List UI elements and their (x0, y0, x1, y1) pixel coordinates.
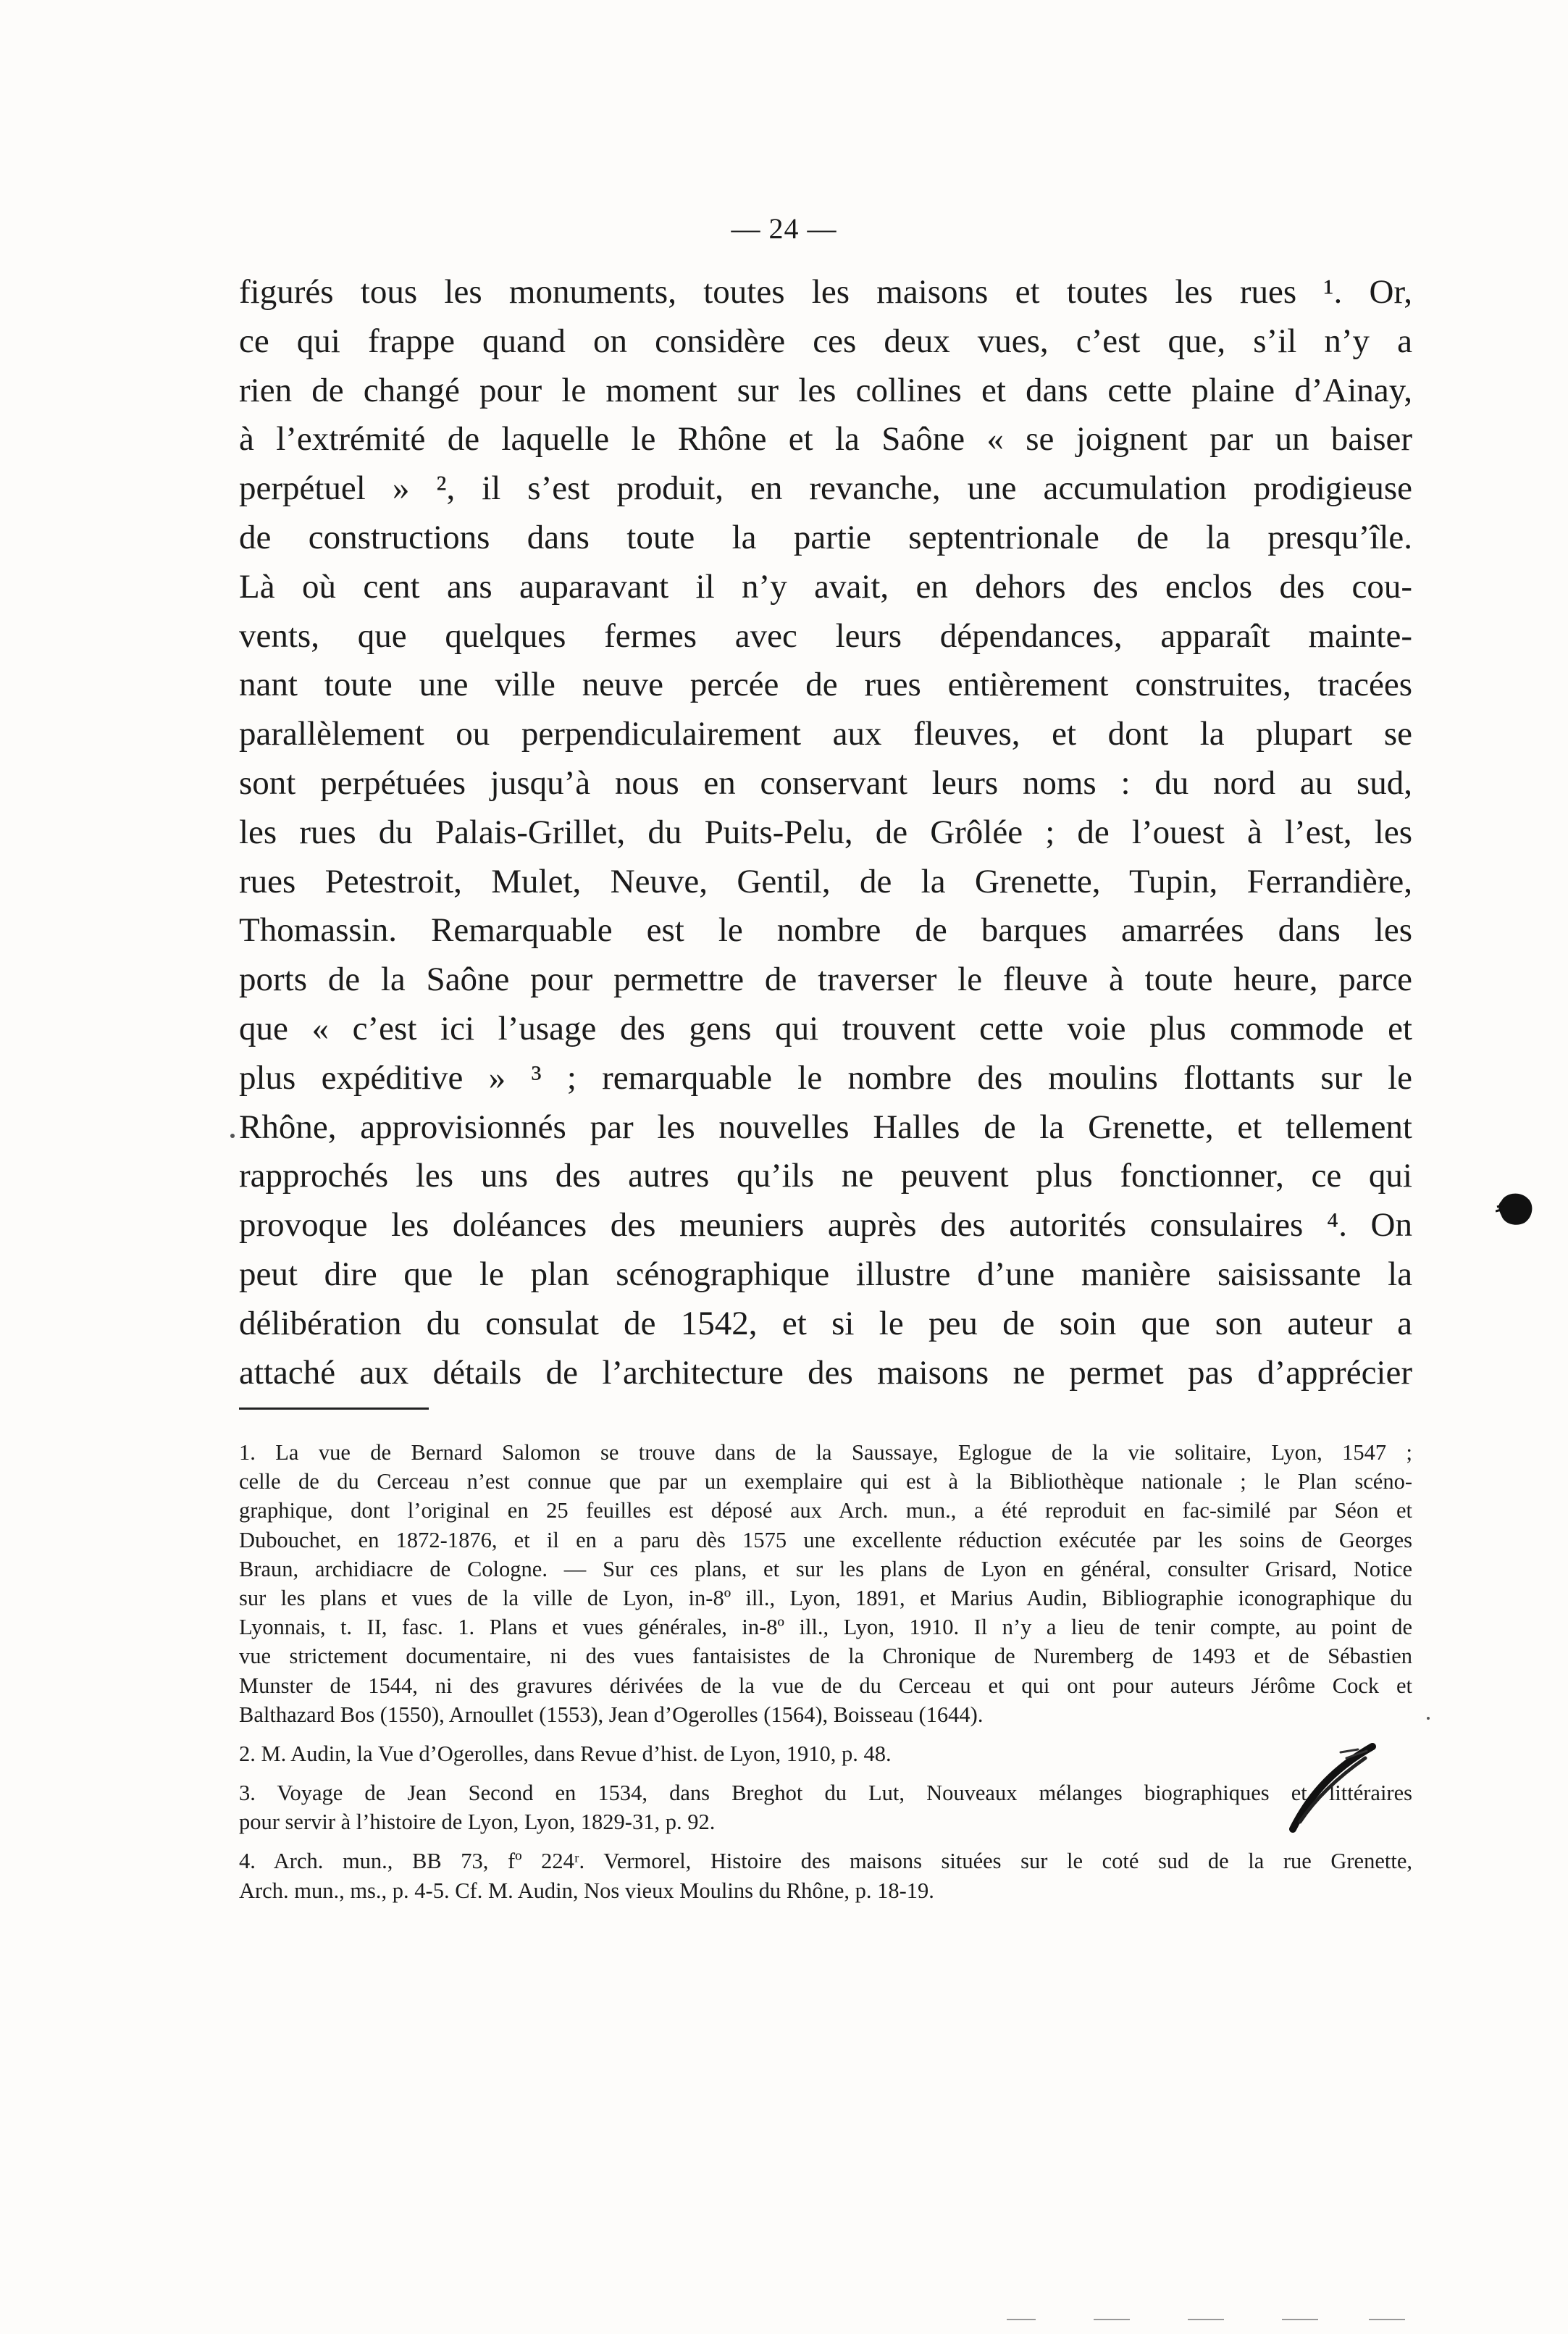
footnote-line: 3. Voyage de Jean Second en 1534, dans Breghot du Lut, Nouveaux mélanges biographiques et littéraires (239, 1781, 1412, 1806)
body-line: peut dire que le plan scénographique illustre d’une manière saisissante la (239, 1255, 1412, 1293)
bottom-edge-marks (1007, 2317, 1412, 2322)
footnote-2 (239, 1739, 1412, 1768)
body-line: ce qui frappe quand on considère ces deux vues, c’est que, s’il n’y a (239, 322, 1412, 360)
body-line: figurés tous les monuments, toutes les maisons et toutes les rues ¹. Or, (239, 273, 1412, 311)
body-line: délibération du consulat de 1542, et si le peu de soin que son auteur a (239, 1304, 1412, 1342)
footnote-separator (239, 1407, 429, 1410)
footnote-line: vue strictement documentaire, ni des vues fantaisistes de la Chronique de Nuremberg de 1493 et de Sébastien (239, 1644, 1412, 1669)
ink-blot-mark (1496, 1188, 1536, 1229)
body-line: rapprochés les uns des autres qu’ils ne peuvent plus fonctionner, ce qui (239, 1157, 1412, 1195)
footnote-1 (239, 1438, 1412, 1729)
body-line: rues Petestroit, Mulet, Neuve, Gentil, de la Grenette, Tupin, Ferrandière, (239, 862, 1412, 900)
body-line: provoque les doléances des meuniers auprès des autorités consulaires ⁴. On (239, 1206, 1412, 1245)
footnote-line: Lyonnais, t. II, fasc. 1. Plans et vues générales, in-8º ill., Lyon, 1910. Il n’y a lieu de tenir compte, au point de (239, 1615, 1412, 1640)
footnote-line: pour servir à l’histoire de Lyon, Lyon, 1829-31, p. 92. (239, 1810, 716, 1835)
body-line: les rues du Palais-Grillet, du Puits-Pelu, de Grôlée ; de l’ouest à l’est, les (239, 813, 1412, 851)
body-line: Rhône, approvisionnés par les nouvelles Halles de la Grenette, et tellement (239, 1108, 1412, 1146)
page-number: — 24 — (731, 212, 837, 245)
body-line: parallèlement ou perpendiculairement aux fleuves, et dont la plupart se (239, 715, 1412, 753)
body-line: plus expéditive » ³ ; remarquable le nombre des moulins flottants sur le (239, 1058, 1412, 1097)
body-line: Thomassin. Remarquable est le nombre de barques amarrées dans les (239, 911, 1412, 950)
footnote-line: Arch. mun., ms., p. 4-5. Cf. M. Audin, Nos vieux Moulins du Rhône, p. 18-19. (239, 1878, 934, 1903)
body-line: vents, que quelques fermes avec leurs dépendances, apparaît mainte- (239, 616, 1412, 655)
footnote-line: 4. Arch. mun., BB 73, fº 224ʳ. Vermorel, Histoire des maisons situées sur le coté sud de la rue Grenette, (239, 1849, 1412, 1874)
footnote-line: graphique, dont l’original en 25 feuilles est déposé aux Arch. mun., a été reproduit en fac-similé par Séon et (239, 1498, 1412, 1523)
body-line: de constructions dans toute la partie septentrionale de la presqu’île. (239, 518, 1412, 556)
footnote-line: Balthazard Bos (1550), Arnoullet (1553), Jean d’Ogerolles (1564), Boisseau (1644). (239, 1702, 984, 1727)
body-line: Là où cent ans auparavant il n’y avait, en dehors des enclos des cou- (239, 567, 1412, 606)
body-line: ports de la Saône pour permettre de traverser le fleuve à toute heure, parce (239, 961, 1412, 999)
body-line: perpétuel » ², il s’est produit, en revanche, une accumulation prodigieuse (239, 469, 1412, 508)
body-line: rien de changé pour le moment sur les collines et dans cette plaine d’Ainay, (239, 371, 1412, 409)
footnote-line: Munster de 1544, ni des gravures dérivées de la vue de du Cerceau et qui ont pour auteurs Jérôme Cock et (239, 1673, 1412, 1698)
footnote-3 (239, 1778, 1412, 1836)
body-line: à l’extrémité de laquelle le Rhône et la Saône « se joignent par un baiser (239, 420, 1412, 459)
pen-stroke-mark (1271, 1742, 1380, 1836)
body-line: que « c’est ici l’usage des gens qui trouvent cette voie plus commode et (239, 1009, 1412, 1047)
body-line: nant toute une ville neuve percée de rues entièrement construites, tracées (239, 666, 1412, 704)
scan-speck (1427, 1717, 1430, 1720)
footnote-line: Braun, archidiacre de Cologne. — Sur ces plans, et sur les plans de Lyon en général, consulter Grisard, Notice (239, 1556, 1412, 1581)
footnote-line: celle de du Cerceau n’est connue que par un exemplaire qui est à la Bibliothèque nationale ; le Plan scéno- (239, 1469, 1412, 1494)
footnote-line: sur les plans et vues de la ville de Lyon, in-8º ill., Lyon, 1891, et Marius Audin, Bibliographie iconographique du (239, 1585, 1412, 1610)
scan-speck (230, 1134, 235, 1138)
body-text (239, 268, 1412, 1397)
footnotes (239, 1438, 1412, 1915)
footnote-4 (239, 1846, 1412, 1904)
footnote-line: 2. M. Audin, la Vue d’Ogerolles, dans Revue d’hist. de Lyon, 1910, p. 48. (239, 1741, 892, 1766)
body-line: sont perpétuées jusqu’à nous en conservant leurs noms : du nord au sud, (239, 764, 1412, 802)
footnote-line: 1. La vue de Bernard Salomon se trouve dans de la Saussaye, Eglogue de la vie solitaire, Lyon, 1547 ; (239, 1440, 1412, 1465)
footnote-line: Dubouchet, en 1872-1876, et il en a paru dès 1575 une excellente réduction exécutée par les soins de Georges (239, 1527, 1412, 1552)
body-line: attaché aux détails de l’architecture des maisons ne permet pas d’apprécier (239, 1353, 1412, 1392)
